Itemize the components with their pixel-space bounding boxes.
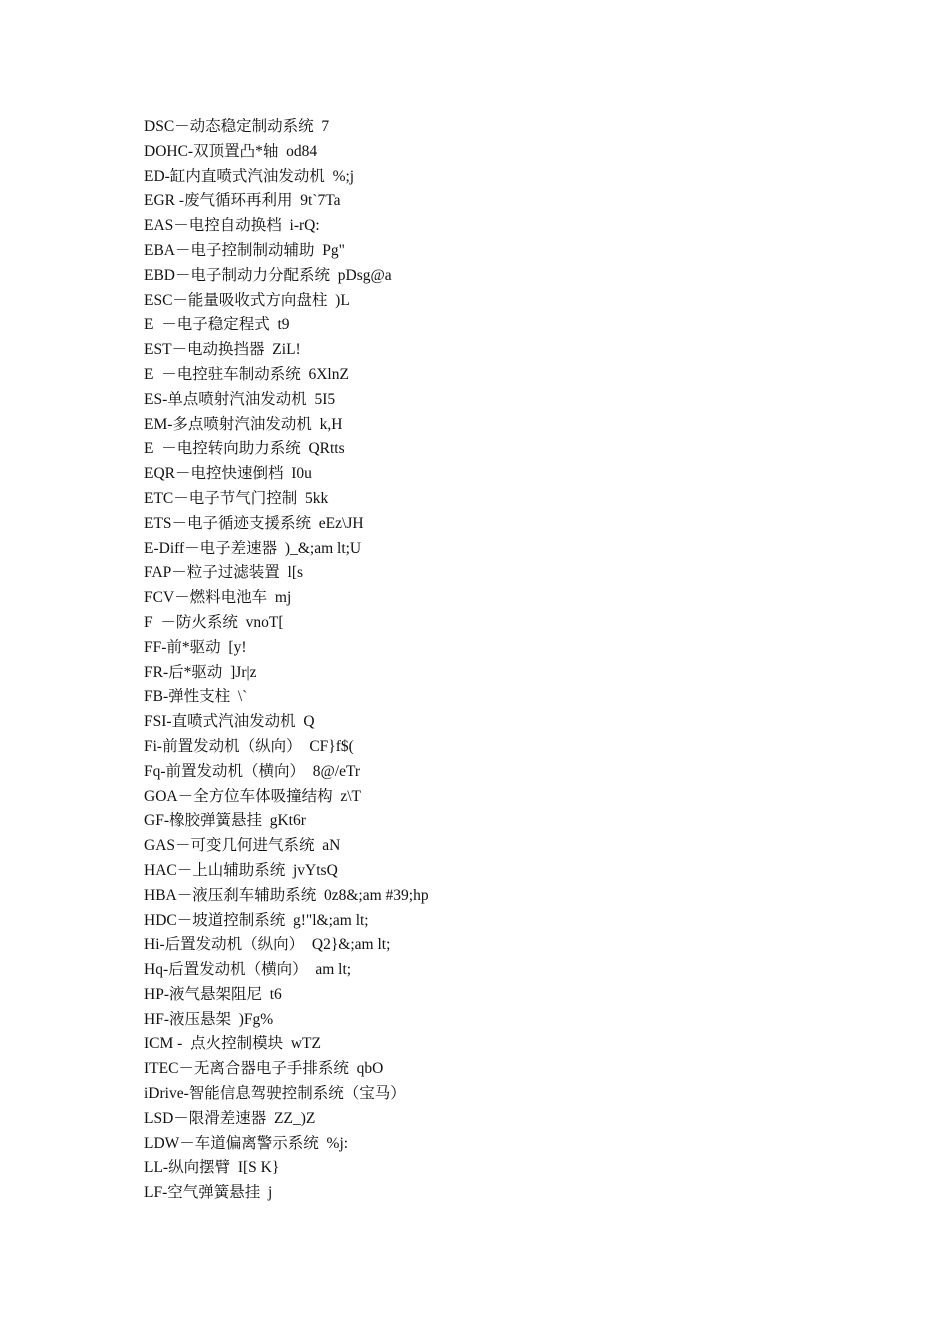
glossary-line: HBA－液压刹车辅助系统 0z8&;am #39;hp [144,886,429,904]
glossary-line: EAS－电控自动换档 i-rQ: [144,217,320,235]
glossary-line: GAS－可变几何进气系统 aN [144,837,341,855]
glossary-line: ED-缸内直喷式汽油发动机 %;j [144,167,355,185]
glossary-line: EST－电动换挡器 ZiL! [144,341,301,359]
glossary-line: Hq-后置发动机（横向） am lt; [144,961,352,979]
glossary-line: EM-多点喷射汽油发动机 k,H [144,415,343,433]
glossary-line: EGR -废气循环再利用 9t`7Ta [144,192,341,210]
glossary-line: FCV－燃料电池车 mj [144,589,292,607]
glossary-line: HDC－坡道控制系统 g!"l&;am lt; [144,911,369,929]
glossary-line: ITEC－无离合器电子手排系统 qbO [144,1060,384,1078]
glossary-line: Hi-后置发动机（纵向） Q2}&;am lt; [144,936,391,954]
glossary-line: GF-橡胶弹簧悬挂 gKt6r [144,812,306,830]
glossary-line: ICM - 点火控制模块 wTZ [144,1035,321,1053]
glossary-line: FSI-直喷式汽油发动机 Q [144,713,315,731]
glossary-line: DSC－动态稳定制动系统 7 [144,118,330,135]
glossary-line: HF-液压悬架 )Fg% [144,1010,274,1028]
glossary-line: E －电控转向助力系统 QRtts [144,440,345,458]
glossary-line: ETS－电子循迹支援系统 eEz\JH [144,514,364,532]
glossary-line: LL-纵向摆臂 I[S K} [144,1159,280,1177]
glossary-line: E －电子稳定程式 t9 [144,316,290,334]
glossary-line: EQR－电控快速倒档 I0u [144,465,312,483]
glossary-list [144,115,904,1206]
glossary-line: LF-空气弹簧悬挂 j [144,1184,273,1202]
glossary-line: FAP－粒子过滤装置 l[s [144,564,304,582]
glossary-line: LDW－车道偏离警示系统 %j: [144,1134,349,1152]
glossary-line: E-Diff－电子差速器 )_&;am lt;U [144,539,362,557]
glossary-line: FB-弹性支柱 \` [144,688,248,706]
glossary-line: ESC－能量吸收式方向盘柱 )L [144,291,350,309]
glossary-line: DOHC-双顶置凸*轴 od84 [144,142,318,160]
glossary-line: ES-单点喷射汽油发动机 5I5 [144,390,336,408]
glossary-line: Fq-前置发动机（横向） 8@/eTr [144,762,361,780]
glossary-line: GOA－全方位车体吸撞结构 z\T [144,787,361,805]
glossary-line: E －电控驻车制动系统 6XlnZ [144,365,349,383]
glossary-line: F －防火系统 vnoT[ [144,613,284,631]
glossary-line: HAC－上山辅助系统 jvYtsQ [144,861,338,879]
glossary-line: Fi-前置发动机（纵向） CF}f$( [144,737,354,755]
glossary-line: HP-液气悬架阻尼 t6 [144,985,282,1003]
glossary-line: FR-后*驱动 ]Jr|z [144,663,257,681]
glossary-line: ETC－电子节气门控制 5kk [144,489,329,507]
glossary-line: iDrive-智能信息驾驶控制系统（宝马） [144,1085,406,1103]
glossary-line: LSD－限滑差速器 ZZ_)Z [144,1109,316,1127]
glossary-line: EBD－电子制动力分配系统 pDsg@a [144,266,392,284]
glossary-line: EBA－电子控制制动辅助 Pg" [144,241,345,259]
glossary-line: FF-前*驱动 [y! [144,638,247,656]
